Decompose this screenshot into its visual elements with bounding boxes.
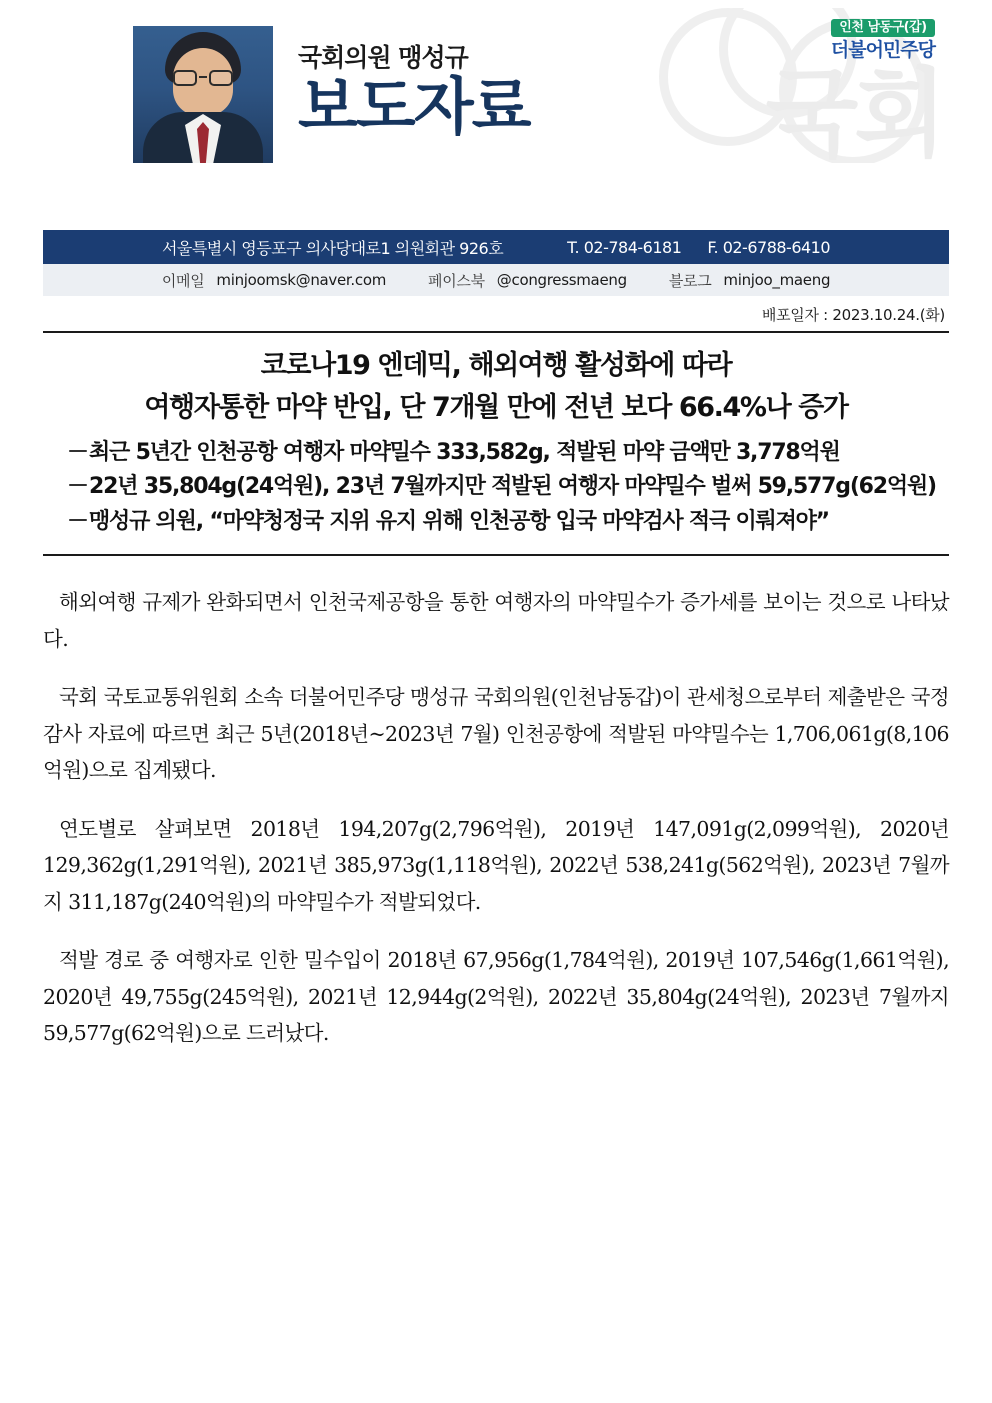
list-item [67,506,943,539]
email-label: 이메일 [161,271,205,290]
headline-line-1: 코로나19 엔데믹, 해외여행 활성화에 따라 [260,350,732,381]
body-paragraph: 국회 국토교통위원회 소속 더불어민주당 맹성규 국회의원(인천남동갑)이 관세청으로부터 제출받은 국정감사 자료에 따르면 최근 5년(2018년~2023년 7월) 인천공항에 적발된 마약밀수는 1,706,061g(8,106억원)으로 집계됐다. [43,685,949,783]
body-paragraph: 해외여행 규제가 완화되면서 인천국제공항을 통한 여행자의 마약밀수가 증가세를 보이는 것으로 나타났다. [43,590,949,651]
member-portrait [133,26,273,163]
office-fax: F. 02-6788-6410 [707,237,831,257]
subheadline-text: 최근 5년간 인천공항 여행자 마약밀수 333,582g, 적발된 마약 금액만 3,778억원 [89,439,840,465]
party-region-badge: 인천 남동구(갑) [831,19,934,37]
header-title-block [298,38,530,143]
bullet-marker: － [67,474,88,500]
release-date: 배포일자 : 2023.10.24.(화) [761,306,945,324]
body-content [43,584,949,1051]
party-logo [831,18,935,61]
document-type-title: 보도자료 [298,70,530,143]
list-item [67,471,943,504]
document-header [43,0,949,230]
title-box [43,331,949,556]
watermark-text: 국회 [765,58,943,163]
headline-line-2: 여행자통한 마약 반입, 단 7개월 만에 전년 보다 66.4%나 증가 [144,391,848,423]
email-value: minjoomsk@naver.com [216,271,387,289]
facebook-label: 페이스북 [428,271,485,290]
subheadline-text: 22년 35,804g(24억원), 23년 7월까지만 적발된 여행자 마약밀수 벌써 59,577g(62억원) [89,474,936,500]
subheadline-list [49,437,943,539]
list-item [67,437,943,470]
body-paragraph: 연도별로 살펴보면 2018년 194,207g(2,796억원), 2019년 147,091g(2,099억원), 2020년 129,362g(1,291억원), 2021년 385,973g(1,118억원), 2022년 538,241g(562억원), 2023년 7월까지 311,187g(240억원)의 마약밀수가 적발되었다. [43,816,949,914]
contact-bar-address [43,230,949,264]
office-tel: T. 02-784-6181 [567,237,682,257]
blog-value: minjoo_maeng [723,271,831,289]
member-title: 국회의원 맹성규 [298,43,468,72]
party-name: 더불어민주당 [830,39,935,62]
contact-bar-online [43,264,949,296]
body-paragraph: 적발 경로 중 여행자로 인한 밀수입이 2018년 67,956g(1,784억원), 2019년 107,546g(1,661억원), 2020년 49,755g(245억원), 2021년 12,944g(2억원), 2022년 35,804g(24억원), 2023년 7월까지 59,577g(62억원)으로 드러났다. [43,948,949,1046]
bullet-marker: － [67,508,88,534]
subheadline-text: 맹성규 의원, “마약청정국 지위 유지 위해 인천공항 입국 마약검사 적극 이뤄져야” [89,508,829,534]
facebook-value: @congressmaeng [496,271,627,289]
blog-label: 블로그 [668,271,712,290]
bullet-marker: － [67,439,88,465]
office-address: 서울특별시 영등포구 의사당대로1 의원회관 926호 [161,238,504,258]
header-inner [43,8,949,163]
